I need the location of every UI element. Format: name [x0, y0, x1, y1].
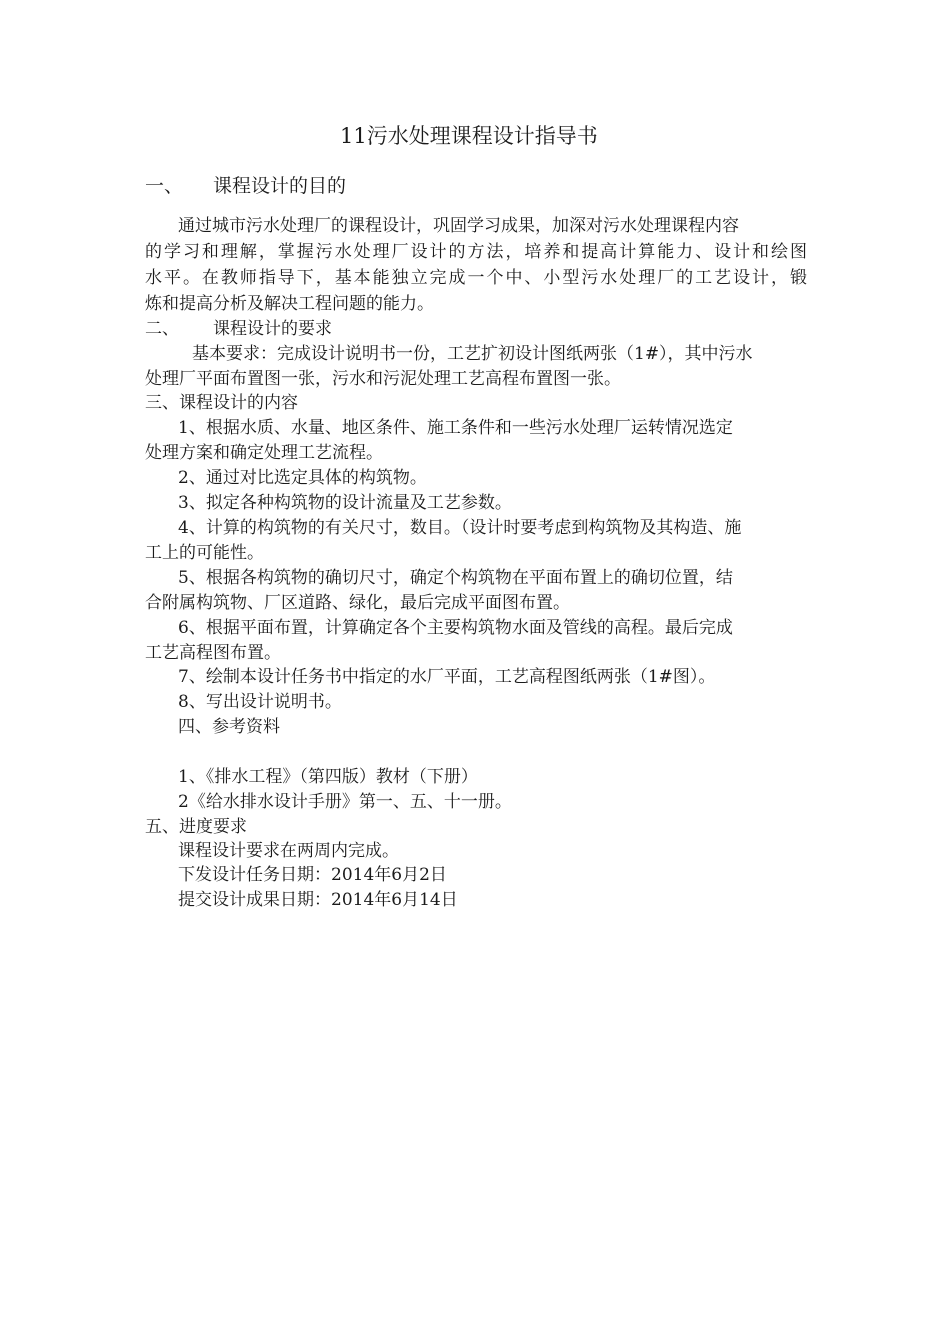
section-5-heading: 五、进度要求	[145, 817, 247, 837]
section-1-title: 课程设计的目的	[213, 175, 347, 197]
section-3-heading: 三、课程设计的内容	[145, 393, 298, 413]
section-3-line-6: 工上的可能性。	[145, 543, 264, 563]
section-5-line-3: 提交设计成果日期：2014年6月14日	[178, 890, 458, 910]
section-3-line-5: 4、计算的构筑物的有关尺寸，数目。（设计时要考虑到构筑物及其构造、施	[178, 518, 742, 538]
section-4-line-2: 2《给水排水设计手册》第一、五、十一册。	[178, 792, 512, 812]
section-3-line-8: 合附属构筑物、厂区道路、绿化，最后完成平面图布置。	[145, 593, 570, 613]
section-1-line-2: 的学习和理解，掌握污水处理厂设计的方法，培养和提高计算能力、设计和绘图	[145, 242, 807, 262]
section-3-line-10: 工艺高程图布置。	[145, 643, 281, 663]
section-1-line-3: 水平。在教师指导下，基本能独立完成一个中、小型污水处理厂的工艺设计，锻	[145, 268, 807, 288]
section-1-number: 一、	[145, 175, 184, 197]
section-4-heading: 四、参考资料	[178, 717, 280, 737]
section-2-heading	[145, 317, 332, 341]
section-3-line-4: 3、拟定各种构筑物的设计流量及工艺参数。	[178, 493, 512, 513]
section-2-number: 二、	[145, 319, 179, 339]
section-3-line-12: 8、写出设计说明书。	[178, 692, 342, 712]
section-3-line-7: 5、根据各构筑物的确切尺寸，确定个构筑物在平面布置上的确切位置，结	[178, 568, 733, 588]
section-2-title: 课程设计的要求	[213, 319, 332, 339]
section-4-line-1: 1、《排水工程》（第四版）教材（下册）	[178, 767, 478, 787]
document-title: 11污水处理课程设计指导书	[340, 124, 598, 148]
section-5-line-2: 下发设计任务日期：2014年6月2日	[178, 865, 447, 885]
section-1-heading	[145, 174, 346, 198]
section-3-line-11: 7、绘制本设计任务书中指定的水厂平面，工艺高程图纸两张（1#图）。	[178, 667, 716, 687]
section-1-line-1: 通过城市污水处理厂的课程设计，巩固学习成果，加深对污水处理课程内容	[178, 216, 739, 236]
section-3-line-3: 2、通过对比选定具体的构筑物。	[178, 468, 427, 488]
section-5-line-1: 课程设计要求在两周内完成。	[178, 841, 399, 861]
section-2-line-1: 基本要求：完成设计说明书一份，工艺扩初设计图纸两张（1#），其中污水	[192, 344, 753, 364]
section-1-line-4: 炼和提高分析及解决工程问题的能力。	[145, 294, 434, 314]
section-3-line-2: 处理方案和确定处理工艺流程。	[145, 443, 383, 463]
section-2-line-2: 处理厂平面布置图一张，污水和污泥处理工艺高程布置图一张。	[145, 369, 621, 389]
section-3-line-9: 6、根据平面布置，计算确定各个主要构筑物水面及管线的高程。最后完成	[178, 618, 733, 638]
section-3-line-1: 1、根据水质、水量、地区条件、施工条件和一些污水处理厂运转情况选定	[178, 418, 733, 438]
